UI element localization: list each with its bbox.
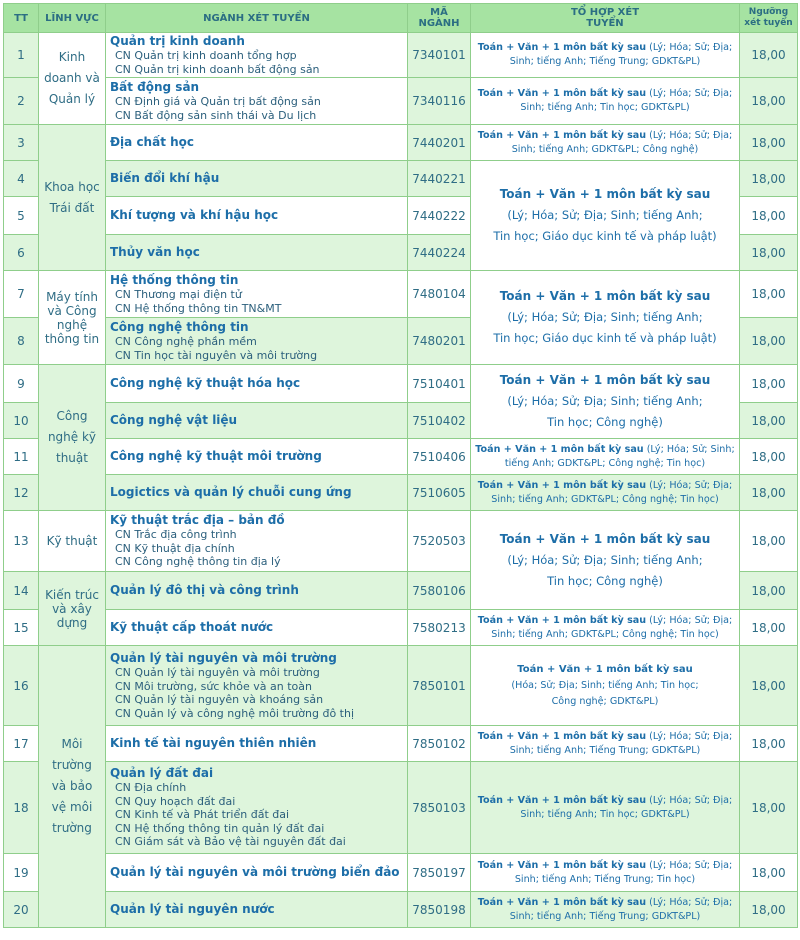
table-row <box>4 854 798 892</box>
table-row <box>4 271 798 318</box>
major-code: 7340101 <box>408 33 471 78</box>
major-code: 7850198 <box>408 892 471 928</box>
major-code: 7510605 <box>408 475 471 511</box>
row-number: 5 <box>4 197 39 235</box>
combo-cell <box>471 892 740 928</box>
combo-lead: Toán + Văn + 1 môn bất kỳ sau <box>499 289 711 303</box>
major-title: Công nghệ kỹ thuật hóa học <box>110 376 301 390</box>
major-title: Công nghệ thông tin <box>110 320 249 334</box>
row-number: 19 <box>4 854 39 892</box>
major-title: Quản lý đô thị và công trình <box>110 583 299 597</box>
score-cell: 18,00 <box>740 646 798 726</box>
combo-cell <box>471 78 740 125</box>
specialization: CN Kỹ thuật địa chính <box>115 541 235 555</box>
combo-lead: Toán + Văn + 1 môn bất kỳ sau <box>499 373 711 387</box>
major-code: 7580106 <box>408 572 471 610</box>
score-cell: 18,00 <box>740 572 798 610</box>
major-title: Quản lý tài nguyên và môi trường <box>110 651 337 665</box>
specialization: CN Môi trường, sức khỏe và an toàn <box>115 679 312 693</box>
major-code: 7580213 <box>408 610 471 646</box>
major-cell <box>106 475 408 511</box>
score-cell: 18,00 <box>740 439 798 475</box>
admissions-table <box>3 3 798 928</box>
specialization: CN Địa chính <box>115 781 187 795</box>
field-cell: Kiến trúc và xây dựng <box>39 572 106 646</box>
combo-subjects: Công nghệ; GDKT&PL) <box>551 695 659 707</box>
combo-subjects: (Lý; Hóa; Sử; Địa; Sinh; tiếng Anh; GDKT&PL; Công nghệ) <box>511 129 733 155</box>
specialization: CN Tin học tài nguyên và môi trường <box>115 348 318 362</box>
combo-subjects: (Lý; Hóa; Sử; Sinh; tiếng Anh; GDKT&PL; Công nghệ; Tin học) <box>504 443 735 469</box>
major-code: 7850102 <box>408 726 471 762</box>
header-major: NGÀNH XÉT TUYỂN <box>106 4 408 33</box>
table-row <box>4 365 798 403</box>
combo-cell <box>471 271 740 365</box>
combo-cell <box>471 854 740 892</box>
row-number: 17 <box>4 726 39 762</box>
combo-subjects: (Lý; Hóa; Sử; Địa; Sinh; tiếng Anh; Tiếng Trung; GDKT&PL) <box>509 730 733 756</box>
row-number: 7 <box>4 271 39 318</box>
score-cell: 18,00 <box>740 125 798 161</box>
combo-subjects: Tin học; Công nghệ) <box>547 415 663 429</box>
table-row <box>4 892 798 928</box>
major-cell <box>106 365 408 403</box>
combo-lead: Toán + Văn + 1 môn bất kỳ sau <box>477 129 647 141</box>
score-cell: 18,00 <box>740 511 798 572</box>
row-number: 3 <box>4 125 39 161</box>
combo-subjects: Tin học; Công nghệ) <box>547 573 663 588</box>
major-code: 7480104 <box>408 271 471 318</box>
major-code: 7480201 <box>408 318 471 365</box>
combo-lead: Toán + Văn + 1 môn bất kỳ sau <box>477 479 647 491</box>
major-code: 7440201 <box>408 125 471 161</box>
field-cell: Công nghệ kỹ thuật <box>39 365 106 511</box>
major-cell <box>106 762 408 854</box>
field-cell: Máy tính và Công nghệ thông tin <box>39 271 106 365</box>
major-cell <box>106 33 408 78</box>
combo-lead: Toán + Văn + 1 môn bất kỳ sau <box>477 896 647 908</box>
major-title: Quản lý tài nguyên nước <box>110 902 275 916</box>
combo-lead: Toán + Văn + 1 môn bất kỳ sau <box>517 663 693 675</box>
major-title: Logictics và quản lý chuỗi cung ứng <box>110 485 352 499</box>
combo-subjects: (Lý; Hóa; Sử; Địa; Sinh; tiếng Anh; GDKT&PL; Công nghệ; Tin học) <box>491 614 733 640</box>
major-cell <box>106 78 408 125</box>
header-score: Ngưỡng xét tuyển <box>740 4 798 33</box>
combo-lead: Toán + Văn + 1 môn bất kỳ sau <box>475 443 644 455</box>
specialization: CN Bất động sản sinh thái và Du lịch <box>115 108 317 122</box>
score-cell: 18,00 <box>740 854 798 892</box>
combo-cell <box>471 33 740 78</box>
major-cell <box>106 318 408 365</box>
row-number: 2 <box>4 78 39 125</box>
major-title: Kinh tế tài nguyên thiên nhiên <box>110 736 317 750</box>
score-cell: 18,00 <box>740 271 798 318</box>
score-cell: 18,00 <box>740 762 798 854</box>
combo-lead: Toán + Văn + 1 môn bất kỳ sau <box>477 794 647 806</box>
score-cell: 18,00 <box>740 161 798 197</box>
table-row <box>4 646 798 726</box>
specialization: CN Quản lý tài nguyên và khoáng sản <box>115 693 324 706</box>
major-title: Quản trị kinh doanh <box>110 34 245 48</box>
major-title: Quản lý tài nguyên và môi trường biển đảo <box>110 865 400 879</box>
major-code: 7440222 <box>408 197 471 235</box>
table-row <box>4 78 798 125</box>
combo-lead: Toán + Văn + 1 môn bất kỳ sau <box>477 730 647 742</box>
specialization: CN Kinh tế và Phát triển đất đai <box>115 808 290 822</box>
table-row <box>4 610 798 646</box>
specialization: CN Quản trị kinh doanh bất động sản <box>115 62 320 76</box>
major-cell <box>106 125 408 161</box>
score-cell: 18,00 <box>740 610 798 646</box>
combo-cell <box>471 511 740 610</box>
row-number: 1 <box>4 33 39 78</box>
combo-cell <box>471 475 740 511</box>
score-cell: 18,00 <box>740 318 798 365</box>
major-cell <box>106 726 408 762</box>
header-combo: TỔ HỢP XÉT TUYỂN <box>471 4 740 33</box>
row-number: 16 <box>4 646 39 726</box>
combo-subjects: (Lý; Hóa; Sử; Địa; Sinh; tiếng Anh; Tiếng Trung; GDKT&PL) <box>509 896 733 922</box>
table-row <box>4 33 798 78</box>
combo-subjects: (Lý; Hóa; Sử; Địa; Sinh; tiếng Anh; Tiếng Trung; Tin học) <box>514 859 733 885</box>
table-row <box>4 475 798 511</box>
score-cell: 18,00 <box>740 197 798 235</box>
combo-subjects: (Lý; Hóa; Sử; Địa; Sinh; tiếng Anh; Tiếng Trung; GDKT&PL) <box>509 42 733 67</box>
score-cell: 18,00 <box>740 726 798 762</box>
row-number: 4 <box>4 161 39 197</box>
combo-lead: Toán + Văn + 1 môn bất kỳ sau <box>477 614 647 626</box>
specialization: CN Công nghệ phần mềm <box>115 335 257 348</box>
major-cell <box>106 271 408 318</box>
combo-cell <box>471 125 740 161</box>
major-cell <box>106 439 408 475</box>
row-number: 10 <box>4 403 39 439</box>
row-number: 9 <box>4 365 39 403</box>
major-title: Công nghệ vật liệu <box>110 413 238 427</box>
row-number: 15 <box>4 610 39 646</box>
major-code: 7440221 <box>408 161 471 197</box>
combo-lead: Toán + Văn + 1 môn bất kỳ sau <box>477 42 647 53</box>
major-code: 7850101 <box>408 646 471 726</box>
table-row <box>4 511 798 572</box>
major-title: Biến đổi khí hậu <box>110 171 220 185</box>
major-cell <box>106 403 408 439</box>
combo-lead: Toán + Văn + 1 môn bất kỳ sau <box>499 531 711 546</box>
major-code: 7440224 <box>408 235 471 271</box>
score-cell: 18,00 <box>740 892 798 928</box>
row-number: 11 <box>4 439 39 475</box>
specialization: CN Quy hoạch đất đai <box>115 794 236 808</box>
major-code: 7510401 <box>408 365 471 403</box>
specialization: CN Quản lý và công nghệ môi trường đô thị <box>115 706 355 720</box>
major-title: Quản lý đất đai <box>110 766 214 781</box>
field-cell: Kỹ thuật <box>39 511 106 572</box>
combo-subjects: (Lý; Hóa; Sử; Địa; Sinh; tiếng Anh; <box>507 208 703 222</box>
major-cell <box>106 235 408 271</box>
major-title: Kỹ thuật trắc địa – bản đồ <box>110 513 285 528</box>
combo-subjects: (Lý; Hóa; Sử; Địa; Sinh; tiếng Anh; Tin học; GDKT&PL) <box>520 794 733 820</box>
major-title: Công nghệ kỹ thuật môi trường <box>110 449 322 463</box>
specialization: CN Công nghệ thông tin địa lý <box>115 555 281 569</box>
specialization: CN Giám sát và Bảo vệ tài nguyên đất đai <box>115 835 346 849</box>
combo-cell <box>471 726 740 762</box>
combo-cell <box>471 161 740 271</box>
major-cell <box>106 610 408 646</box>
specialization: CN Hệ thống thông tin TN&MT <box>115 301 282 315</box>
header-field: LĨNH VỰC <box>39 4 106 33</box>
row-number: 8 <box>4 318 39 365</box>
specialization: CN Định giá và Quản trị bất động sản <box>115 95 321 108</box>
major-cell <box>106 572 408 610</box>
row-number: 20 <box>4 892 39 928</box>
combo-subjects: (Hóa; Sử; Địa; Sinh; tiếng Anh; Tin học; <box>511 679 699 691</box>
major-cell <box>106 511 408 572</box>
major-title: Thủy văn học <box>110 245 200 259</box>
table-row <box>4 125 798 161</box>
combo-lead: Toán + Văn + 1 môn bất kỳ sau <box>477 859 647 871</box>
score-cell: 18,00 <box>740 235 798 271</box>
field-cell: Môi trường và bảo vệ môi trường <box>39 646 106 928</box>
score-cell: 18,00 <box>740 403 798 439</box>
combo-subjects: (Lý; Hóa; Sử; Địa; Sinh; tiếng Anh; <box>507 310 703 324</box>
major-title: Khí tượng và khí hậu học <box>110 208 279 222</box>
table-row <box>4 726 798 762</box>
combo-subjects: (Lý; Hóa; Sử; Địa; Sinh; tiếng Anh; <box>507 552 703 567</box>
score-cell: 18,00 <box>740 78 798 125</box>
major-cell <box>106 161 408 197</box>
major-cell <box>106 854 408 892</box>
header-code: MÃ NGÀNH <box>408 4 471 33</box>
score-cell: 18,00 <box>740 33 798 78</box>
row-number: 6 <box>4 235 39 271</box>
combo-lead: Toán + Văn + 1 môn bất kỳ sau <box>499 187 711 201</box>
combo-subjects: (Lý; Hóa; Sử; Địa; Sinh; tiếng Anh; GDKT&PL; Công nghệ; Tin học) <box>491 479 733 505</box>
score-cell: 18,00 <box>740 365 798 403</box>
major-title: Hệ thống thông tin <box>110 273 239 287</box>
combo-cell <box>471 610 740 646</box>
specialization: CN Hệ thống thông tin quản lý đất đai <box>115 821 325 835</box>
major-code: 7510402 <box>408 403 471 439</box>
major-cell <box>106 646 408 726</box>
combo-cell <box>471 439 740 475</box>
score-cell: 18,00 <box>740 475 798 511</box>
major-title: Bất động sản <box>110 80 200 94</box>
major-code: 7340116 <box>408 78 471 125</box>
row-number: 18 <box>4 762 39 854</box>
major-title: Kỹ thuật cấp thoát nước <box>110 620 274 634</box>
combo-cell <box>471 762 740 854</box>
field-cell: Khoa học Trái đất <box>39 125 106 271</box>
combo-subjects: Tin học; Giáo dục kinh tế và pháp luật) <box>493 331 717 345</box>
specialization: CN Quản trị kinh doanh tổng hợp <box>115 49 297 62</box>
row-number: 12 <box>4 475 39 511</box>
table-row <box>4 762 798 854</box>
table-row <box>4 161 798 197</box>
row-number: 13 <box>4 511 39 572</box>
combo-cell <box>471 365 740 439</box>
combo-cell <box>471 646 740 726</box>
major-code: 7850103 <box>408 762 471 854</box>
major-cell <box>106 197 408 235</box>
combo-subjects: (Lý; Hóa; Sử; Địa; Sinh; tiếng Anh; Tin học; GDKT&PL) <box>520 88 733 113</box>
major-code: 7850197 <box>408 854 471 892</box>
row-number: 14 <box>4 572 39 610</box>
specialization: CN Thương mại điện tử <box>115 288 242 301</box>
specialization: CN Trắc địa công trình <box>115 528 237 542</box>
header-row <box>4 4 798 33</box>
table-row <box>4 439 798 475</box>
major-code: 7520503 <box>408 511 471 572</box>
major-code: 7510406 <box>408 439 471 475</box>
combo-subjects: (Lý; Hóa; Sử; Địa; Sinh; tiếng Anh; <box>507 394 703 408</box>
field-cell: Kinh doanh và Quản lý <box>39 33 106 125</box>
specialization: CN Quản lý tài nguyên và môi trường <box>115 666 320 679</box>
combo-subjects: Tin học; Giáo dục kinh tế và pháp luật) <box>493 229 717 243</box>
major-title: Địa chất học <box>110 135 195 149</box>
header-tt: TT <box>4 4 39 33</box>
major-cell <box>106 892 408 928</box>
combo-lead: Toán + Văn + 1 môn bất kỳ sau <box>477 88 647 99</box>
